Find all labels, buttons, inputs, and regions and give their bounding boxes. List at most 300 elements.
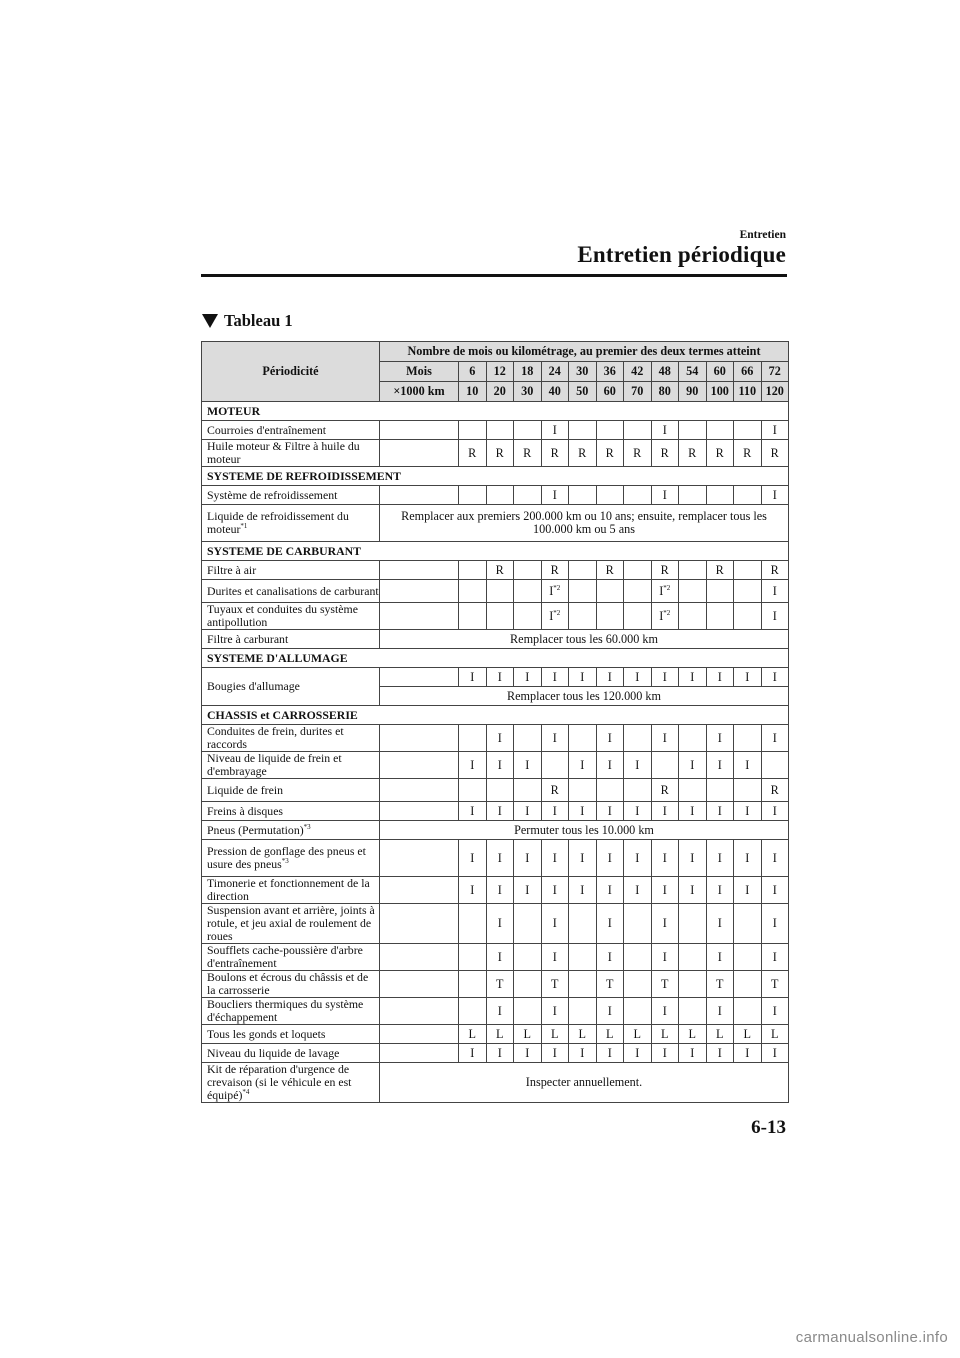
schedule-cell: I: [459, 1044, 487, 1063]
schedule-cell: I: [734, 752, 762, 779]
schedule-cell: [569, 603, 597, 630]
schedule-cell: R: [706, 440, 734, 467]
schedule-cell: I: [624, 840, 652, 877]
km-header: 90: [679, 382, 707, 402]
schedule-cell: I: [514, 1044, 542, 1063]
schedule-cell: I: [486, 752, 514, 779]
schedule-cell: [734, 561, 762, 580]
table-row: [202, 904, 789, 944]
item-label-text: Bougies d'allumage: [207, 679, 300, 693]
schedule-cell: [514, 561, 542, 580]
schedule-cell: R: [596, 561, 624, 580]
schedule-cell: [624, 421, 652, 440]
schedule-cell: L: [486, 1025, 514, 1044]
schedule-cell: L: [459, 1025, 487, 1044]
schedule-cell: I: [679, 802, 707, 821]
schedule-cell: I: [706, 1044, 734, 1063]
schedule-cell: T: [706, 971, 734, 998]
section-row: [202, 402, 789, 421]
spacer-cell: [380, 971, 459, 998]
interval-note: Remplacer aux premiers 200.000 km ou 10 ans; ensuite, remplacer tous les 100.000 km ou 5 ans: [380, 505, 789, 542]
km-header: 120: [761, 382, 789, 402]
km-label: ×1000 km: [380, 382, 459, 402]
schedule-cell: [569, 904, 597, 944]
item-label: [202, 971, 380, 998]
table-row: [202, 1025, 789, 1044]
item-label-text: Durites et canalisations de carburant: [207, 583, 379, 598]
schedule-cell: L: [541, 1025, 569, 1044]
item-label: [202, 840, 380, 877]
table-row: [202, 603, 789, 630]
schedule-cell: [569, 944, 597, 971]
schedule-cell: I: [569, 840, 597, 877]
schedule-cell: I: [486, 725, 514, 752]
schedule-cell: $I^{*2}$: [651, 603, 679, 630]
schedule-cell: I: [761, 840, 789, 877]
schedule-cell: I: [679, 1044, 707, 1063]
schedule-cell: [569, 561, 597, 580]
schedule-cell: L: [679, 1025, 707, 1044]
month-header: 48: [651, 362, 679, 382]
schedule-cell: I: [514, 752, 542, 779]
schedule-cell: I: [761, 877, 789, 904]
schedule-cell: I: [514, 877, 542, 904]
table-row: [202, 877, 789, 904]
schedule-cell: I: [486, 944, 514, 971]
schedule-cell: [569, 421, 597, 440]
table-row: [202, 1063, 789, 1103]
schedule-cell: [459, 944, 487, 971]
km-header: 100: [706, 382, 734, 402]
schedule-cell: I: [679, 752, 707, 779]
section-title: SYSTEME DE REFROIDISSEMENT: [202, 467, 789, 486]
schedule-cell: I: [624, 802, 652, 821]
spacer-cell: [380, 440, 459, 467]
schedule-cell: I: [624, 877, 652, 904]
schedule-cell: [459, 603, 487, 630]
running-header-title: Entretien périodique: [577, 242, 786, 267]
km-header: 40: [541, 382, 569, 402]
schedule-cell: I: [651, 998, 679, 1025]
item-label-text: Liquide de refroidissement du moteur: [207, 509, 349, 536]
spacer-cell: [380, 752, 459, 779]
schedule-cell: L: [569, 1025, 597, 1044]
schedule-cell: [734, 486, 762, 505]
running-header-section: Entretien: [739, 229, 786, 241]
schedule-cell: I: [706, 668, 734, 687]
schedule-cell: I: [734, 840, 762, 877]
schedule-cell: I: [541, 904, 569, 944]
section-title: SYSTEME D'ALLUMAGE: [202, 649, 789, 668]
schedule-cell: [679, 998, 707, 1025]
table-row: [202, 630, 789, 649]
schedule-cell: I: [679, 668, 707, 687]
item-label-text: Filtre à air: [207, 562, 257, 577]
item-label-text: Soufflets cache-poussière d'arbre d'entraînement: [207, 943, 363, 970]
schedule-cell: I: [459, 668, 487, 687]
schedule-cell: T: [486, 971, 514, 998]
km-header: 50: [569, 382, 597, 402]
schedule-cell: I: [596, 877, 624, 904]
item-label-text: Niveau du liquide de lavage: [207, 1045, 340, 1060]
schedule-cell: I: [596, 725, 624, 752]
schedule-cell: [624, 603, 652, 630]
schedule-cell: [569, 779, 597, 802]
schedule-cell: I: [596, 752, 624, 779]
schedule-cell: [514, 725, 542, 752]
schedule-cell: [459, 421, 487, 440]
schedule-cell: I: [624, 1044, 652, 1063]
table-row: [202, 668, 789, 687]
table-row: [202, 725, 789, 752]
footnote-ref: *3: [303, 822, 311, 831]
item-label-text: Courroies d'entraînement: [207, 422, 327, 437]
schedule-cell: I: [761, 1044, 789, 1063]
schedule-cell: L: [706, 1025, 734, 1044]
schedule-cell: L: [761, 1025, 789, 1044]
schedule-cell: [761, 752, 789, 779]
item-label-text: Pneus (Permutation): [207, 822, 304, 837]
schedule-cell: I: [706, 802, 734, 821]
schedule-cell: I: [706, 998, 734, 1025]
month-header: 60: [706, 362, 734, 382]
schedule-cell: I: [486, 877, 514, 904]
schedule-cell: [679, 486, 707, 505]
schedule-cell: I: [541, 802, 569, 821]
schedule-cell: I: [596, 840, 624, 877]
schedule-cell: I: [486, 668, 514, 687]
schedule-cell: I: [541, 668, 569, 687]
table-row: [202, 779, 789, 802]
spacer-cell: [380, 580, 459, 603]
schedule-cell: R: [761, 779, 789, 802]
schedule-cell: [624, 725, 652, 752]
schedule-cell: [514, 998, 542, 1025]
schedule-cell: [596, 603, 624, 630]
schedule-cell: [514, 944, 542, 971]
item-label: [202, 802, 380, 821]
schedule-cell: [459, 904, 487, 944]
interval-note: Remplacer tous les 120.000 km: [380, 687, 789, 706]
schedule-cell: I: [651, 668, 679, 687]
schedule-cell: I: [651, 1044, 679, 1063]
schedule-cell: [596, 580, 624, 603]
item-label: [202, 486, 380, 505]
schedule-cell: [514, 580, 542, 603]
schedule-cell: [734, 971, 762, 998]
spacer-cell: [380, 904, 459, 944]
item-label: [202, 421, 380, 440]
schedule-cell: I: [541, 877, 569, 904]
month-header: 30: [569, 362, 597, 382]
schedule-cell: I: [596, 802, 624, 821]
schedule-cell: I: [651, 802, 679, 821]
footnote-ref: *2: [553, 583, 561, 592]
schedule-cell: I: [651, 725, 679, 752]
schedule-cell: [679, 561, 707, 580]
schedule-cell: [624, 998, 652, 1025]
month-header: 24: [541, 362, 569, 382]
interval-note: Inspecter annuellement.: [380, 1063, 789, 1103]
schedule-cell: [486, 779, 514, 802]
spacer-cell: [380, 998, 459, 1025]
spacer-cell: [380, 944, 459, 971]
schedule-cell: I: [679, 877, 707, 904]
schedule-cell: [679, 580, 707, 603]
schedule-cell: I: [486, 1044, 514, 1063]
schedule-cell: [459, 725, 487, 752]
schedule-cell: R: [624, 440, 652, 467]
schedule-cell: I: [651, 904, 679, 944]
table-row: [202, 440, 789, 467]
schedule-cell: I: [761, 580, 789, 603]
schedule-cell: [679, 779, 707, 802]
schedule-cell: I: [596, 944, 624, 971]
schedule-cell: I: [459, 840, 487, 877]
schedule-cell: [596, 486, 624, 505]
schedule-cell: [624, 944, 652, 971]
schedule-cell: I: [761, 486, 789, 505]
schedule-cell: I: [706, 877, 734, 904]
item-label: [202, 630, 380, 649]
item-label: [202, 505, 380, 542]
section-title: CHASSIS et CARROSSERIE: [202, 706, 789, 725]
schedule-cell: I: [761, 802, 789, 821]
item-label: [202, 580, 380, 603]
item-label-text: Tous les gonds et loquets: [207, 1026, 326, 1041]
header-rule: [201, 274, 787, 277]
schedule-cell: [706, 603, 734, 630]
item-label: [202, 725, 380, 752]
schedule-cell: I: [706, 840, 734, 877]
schedule-cell: R: [761, 561, 789, 580]
schedule-cell: [514, 904, 542, 944]
schedule-cell: $I^{*2}$: [651, 580, 679, 603]
table-heading-text: Tableau 1: [224, 311, 293, 330]
schedule-cell: I: [569, 802, 597, 821]
spacer-cell: [380, 1044, 459, 1063]
schedule-cell: I: [761, 944, 789, 971]
spacer-cell: [380, 421, 459, 440]
item-label: [202, 1025, 380, 1044]
month-header: 36: [596, 362, 624, 382]
section-title: MOTEUR: [202, 402, 789, 421]
schedule-cell: [486, 486, 514, 505]
spacer-cell: [380, 668, 459, 687]
schedule-cell: L: [624, 1025, 652, 1044]
km-header: 80: [651, 382, 679, 402]
footnote-ref: *2: [553, 608, 561, 617]
table-row: [202, 486, 789, 505]
schedule-cell: [706, 486, 734, 505]
schedule-cell: R: [486, 561, 514, 580]
schedule-cell: R: [486, 440, 514, 467]
item-label-text: Suspension avant et arrière, joints à rotule, et jeu axial de roulement de roues: [207, 903, 375, 943]
schedule-cell: I: [761, 668, 789, 687]
schedule-cell: [734, 421, 762, 440]
section-row: [202, 706, 789, 725]
schedule-cell: I: [651, 421, 679, 440]
months-label: Mois: [380, 362, 459, 382]
spacer-cell: [380, 486, 459, 505]
table-row: [202, 840, 789, 877]
schedule-cell: [706, 580, 734, 603]
schedule-cell: I: [761, 998, 789, 1025]
schedule-cell: I: [514, 802, 542, 821]
section-row: [202, 467, 789, 486]
item-label-text: Boucliers thermiques du système d'échappement: [207, 997, 364, 1024]
schedule-cell: R: [541, 779, 569, 802]
schedule-cell: [624, 580, 652, 603]
table-row: [202, 561, 789, 580]
spacer-cell: [380, 840, 459, 877]
schedule-cell: [679, 944, 707, 971]
item-label: [202, 944, 380, 971]
schedule-cell: I: [569, 752, 597, 779]
month-header: 72: [761, 362, 789, 382]
schedule-cell: [734, 904, 762, 944]
schedule-cell: [679, 971, 707, 998]
schedule-cell: R: [514, 440, 542, 467]
schedule-cell: I: [541, 725, 569, 752]
schedule-cell: I: [514, 840, 542, 877]
table-heading: [202, 311, 293, 331]
table-row: [202, 505, 789, 542]
item-label-text: Niveau de liquide de frein et d'embrayage: [207, 751, 342, 778]
schedule-cell: R: [541, 561, 569, 580]
schedule-cell: $I^{*2}$: [541, 580, 569, 603]
km-header: 20: [486, 382, 514, 402]
schedule-cell: I: [541, 998, 569, 1025]
table-row: [202, 821, 789, 840]
schedule-cell: [624, 486, 652, 505]
km-header: 110: [734, 382, 762, 402]
schedule-cell: I: [541, 486, 569, 505]
schedule-cell: I: [734, 1044, 762, 1063]
schedule-cell: R: [651, 561, 679, 580]
schedule-cell: [541, 752, 569, 779]
schedule-cell: [569, 725, 597, 752]
schedule-cell: [459, 971, 487, 998]
schedule-cell: I: [569, 668, 597, 687]
schedule-cell: [706, 779, 734, 802]
section-title: SYSTEME DE CARBURANT: [202, 542, 789, 561]
schedule-cell: I: [596, 1044, 624, 1063]
schedule-cell: R: [734, 440, 762, 467]
schedule-cell: I: [651, 944, 679, 971]
item-label-text: Timonerie et fonctionnement de la direction: [207, 876, 370, 903]
schedule-cell: [734, 998, 762, 1025]
schedule-cell: I: [761, 725, 789, 752]
table-row: [202, 752, 789, 779]
schedule-cell: I: [541, 1044, 569, 1063]
footnote-ref: *3: [281, 857, 289, 866]
period-header: Périodicité: [202, 342, 380, 402]
schedule-cell: [569, 486, 597, 505]
schedule-cell: I: [706, 752, 734, 779]
schedule-cell: L: [596, 1025, 624, 1044]
schedule-cell: [624, 561, 652, 580]
footnote-ref: *4: [242, 1088, 250, 1097]
item-label-text: Boulons et écrous du châssis et de la carrosserie: [207, 970, 369, 997]
schedule-cell: [514, 779, 542, 802]
item-label-text: Liquide de frein: [207, 782, 283, 797]
schedule-cell: [459, 580, 487, 603]
schedule-cell: [486, 421, 514, 440]
schedule-cell: [734, 580, 762, 603]
schedule-cell: I: [459, 877, 487, 904]
schedule-cell: I: [651, 877, 679, 904]
schedule-cell: [734, 603, 762, 630]
schedule-cell: [734, 944, 762, 971]
schedule-cell: I: [761, 603, 789, 630]
schedule-cell: [679, 421, 707, 440]
schedule-cell: [569, 580, 597, 603]
item-label: [202, 603, 380, 630]
item-label: [202, 1063, 380, 1103]
table-row: [202, 998, 789, 1025]
span-header: Nombre de mois ou kilométrage, au premier des deux termes atteint: [380, 342, 789, 362]
schedule-cell: I: [679, 840, 707, 877]
page-number: 6-13: [751, 1117, 786, 1138]
schedule-cell: [679, 904, 707, 944]
item-label-text: Tuyaux et conduites du système antipollution: [207, 602, 358, 629]
footnote-ref: *2: [663, 608, 671, 617]
schedule-cell: R: [651, 779, 679, 802]
schedule-cell: I: [459, 802, 487, 821]
schedule-cell: [486, 603, 514, 630]
interval-note: Remplacer tous les 60.000 km: [380, 630, 789, 649]
month-header: 18: [514, 362, 542, 382]
schedule-cell: [624, 904, 652, 944]
schedule-cell: I: [706, 944, 734, 971]
item-label-text: Système de refroidissement: [207, 487, 338, 502]
schedule-cell: I: [734, 802, 762, 821]
schedule-cell: I: [706, 725, 734, 752]
schedule-cell: I: [761, 904, 789, 944]
schedule-cell: $I^{*2}$: [541, 603, 569, 630]
schedule-cell: [459, 486, 487, 505]
km-header: 60: [596, 382, 624, 402]
item-label: [202, 877, 380, 904]
schedule-cell: I: [486, 840, 514, 877]
schedule-cell: I: [486, 998, 514, 1025]
schedule-cell: [459, 779, 487, 802]
month-header: 42: [624, 362, 652, 382]
schedule-cell: I: [706, 904, 734, 944]
schedule-cell: I: [596, 998, 624, 1025]
footnote-ref: *2: [663, 583, 671, 592]
schedule-cell: I: [541, 944, 569, 971]
item-label: [202, 904, 380, 944]
schedule-cell: L: [734, 1025, 762, 1044]
spacer-cell: [380, 725, 459, 752]
spacer-cell: [380, 779, 459, 802]
item-label-text: Freins à disques: [207, 803, 284, 818]
schedule-cell: [569, 998, 597, 1025]
schedule-cell: I: [569, 877, 597, 904]
schedule-cell: [596, 779, 624, 802]
item-label-text: Pression de gonflage des pneus et usure des pneus: [207, 844, 366, 871]
schedule-cell: I: [486, 904, 514, 944]
schedule-cell: [569, 971, 597, 998]
item-label: [202, 440, 380, 467]
table-row: [202, 944, 789, 971]
schedule-cell: [706, 421, 734, 440]
schedule-cell: T: [541, 971, 569, 998]
section-row: [202, 649, 789, 668]
table-row: [202, 580, 789, 603]
